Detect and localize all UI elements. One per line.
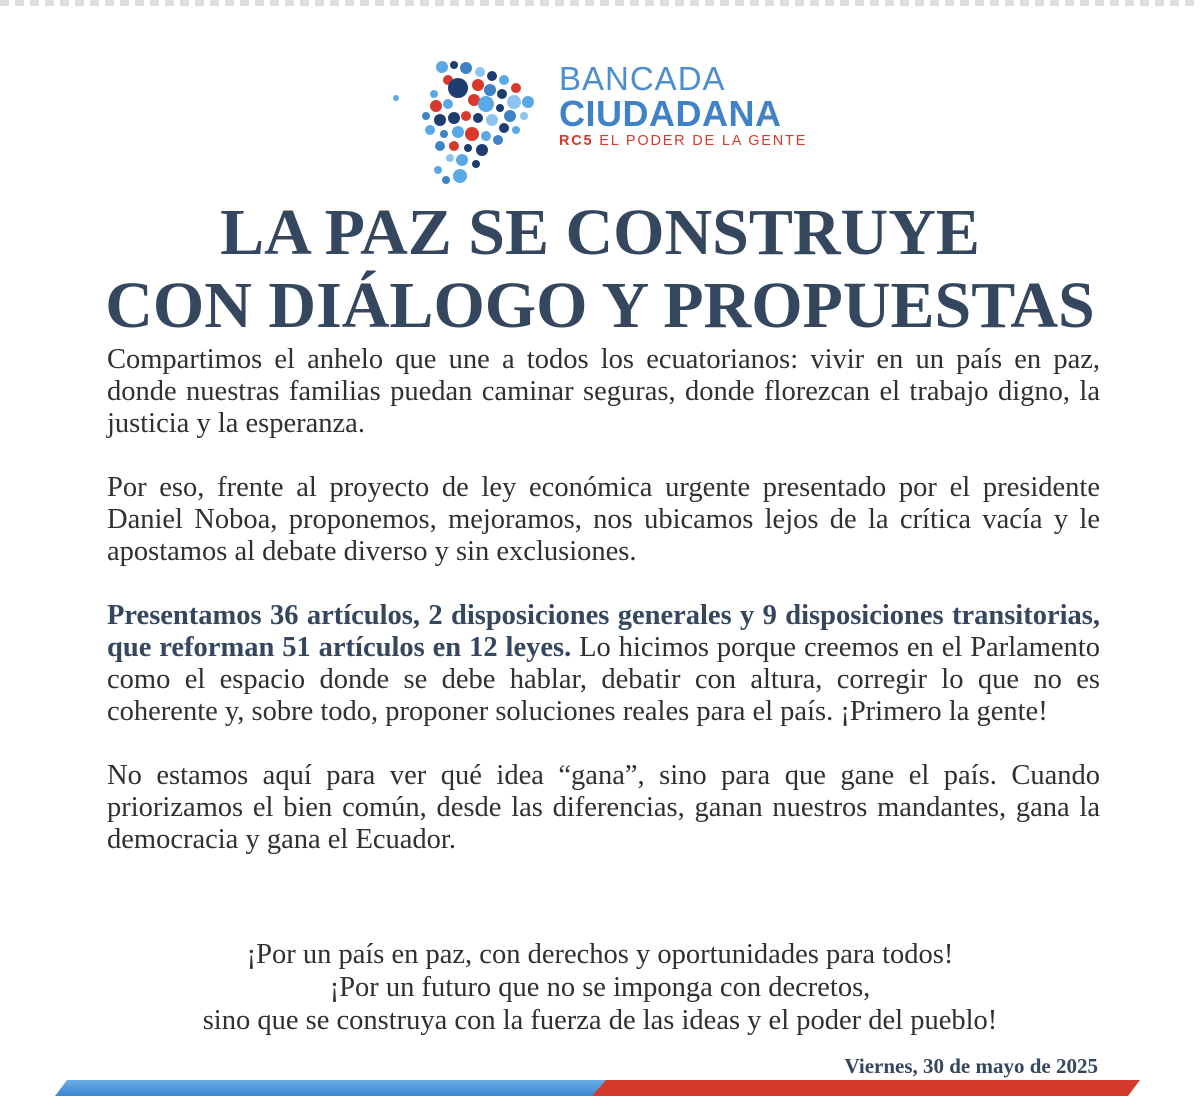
page-title-line1: LA PAZ SE CONSTRUYE (220, 196, 980, 269)
closing-line-2: ¡Por un futuro que no se imponga con decretos, (329, 972, 871, 1003)
paragraph-3-text: Lo hicimos porque creemos en el Parlamento como el espacio donde se debe hablar, debatir con altura, corregir lo que no es coherente y, sobre todo, proponer soluciones reales para el país. ¡Primero la gente! (107, 632, 1100, 727)
closing-slogan (0, 938, 1200, 1037)
page-title-line2: CON DIÁLOGO Y PROPUESTAS (105, 269, 1095, 342)
closing-line-1: ¡Por un país en paz, con derechos y oportunidades para todos! (246, 939, 954, 970)
brand-name-line2: CIUDADANA (559, 93, 782, 134)
paragraph-3-bold: Presentamos 36 artículos, 2 disposiciones generales y 9 disposiciones transitorias, que reforman 51 artículos en 12 leyes. (107, 600, 1100, 663)
brand-tagline (559, 133, 807, 149)
statement-body (107, 344, 1100, 888)
footer-stripe-red (592, 1080, 1140, 1096)
top-dashed-border (0, 0, 1200, 6)
ecuador-map-dots-icon (386, 58, 546, 188)
paragraph-3 (107, 600, 1100, 728)
page-title (0, 196, 1200, 342)
paragraph-1: Compartimos el anhelo que une a todos los ecuatorianos: vivir en un país en paz, donde nuestras familias puedan caminar seguras, donde florezcan el trabajo digno, la justicia y la esperanza. (107, 344, 1100, 439)
document-date: Viernes, 30 de mayo de 2025 (844, 1054, 1098, 1078)
paragraph-2: Por eso, frente al proyecto de ley económica urgente presentado por el presidente Daniel Noboa, proponemos, mejoramos, nos ubicamos lejos de la crítica vacía y le apostamos al debate diverso y sin exclusiones. (107, 472, 1100, 567)
brand-name-line1: BANCADA (559, 60, 726, 97)
brand-tagline-text: EL PODER DE LA GENTE (599, 133, 808, 149)
brand-tagline-prefix: RC5 (559, 133, 594, 149)
footer-stripe-blue (55, 1080, 615, 1096)
brand-wordmark (559, 62, 807, 149)
paragraph-4: No estamos aquí para ver qué idea “gana”, sino para que gane el país. Cuando priorizamos el bien común, desde las diferencias, ganan nuestros mandantes, gana la democracia y gana el Ecuador. (107, 760, 1100, 855)
logo (386, 58, 846, 188)
closing-line-3: sino que se construya con la fuerza de las ideas y el poder del pueblo! (202, 1005, 998, 1036)
